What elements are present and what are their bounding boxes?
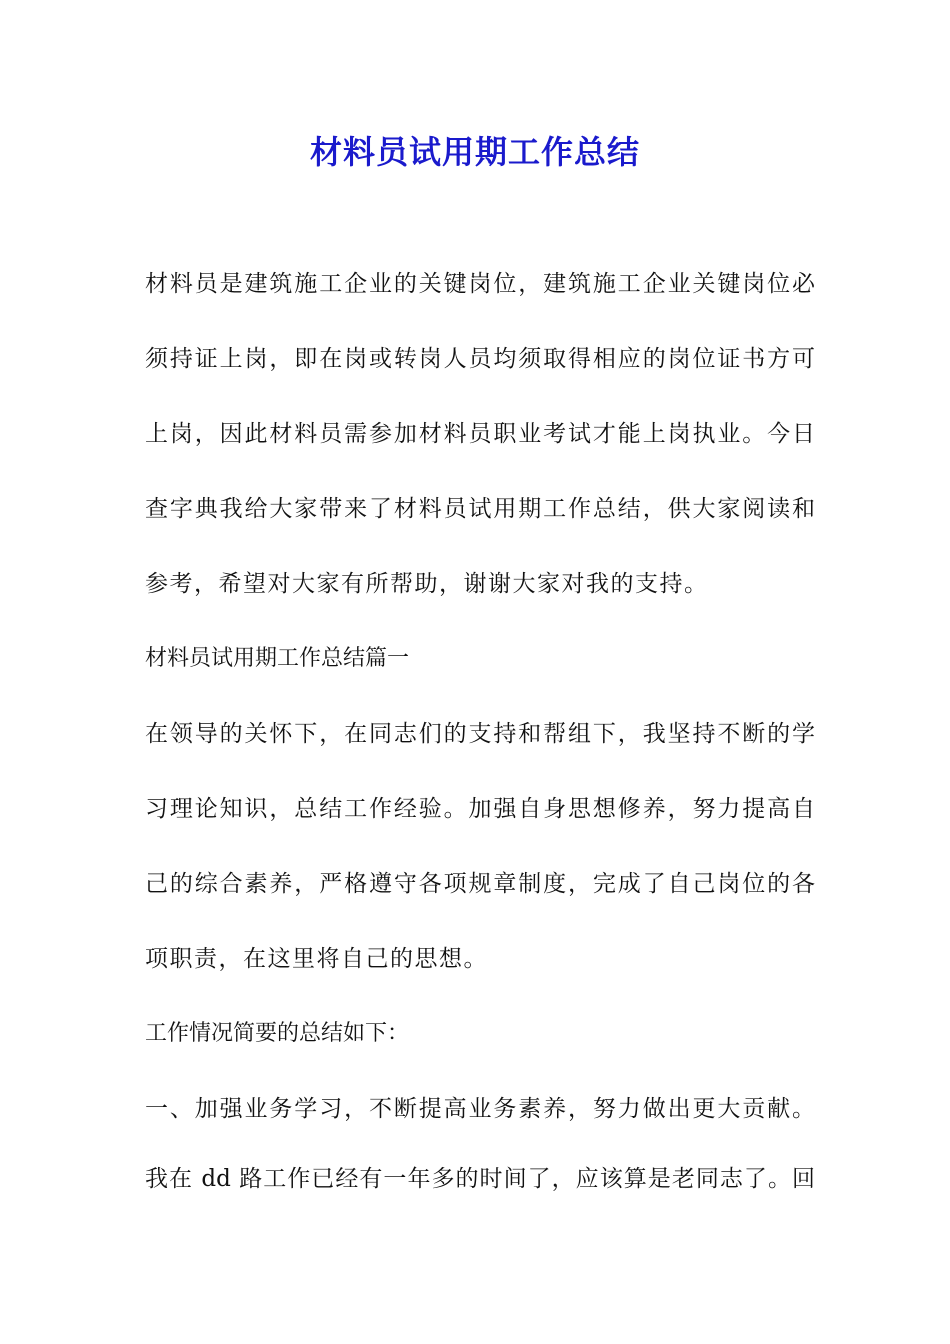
paragraph-line: 项职责，在这里将自己的思想。: [145, 946, 488, 972]
paragraph-line: 工作情况简要的总结如下：: [145, 1021, 410, 1046]
paragraph-line: 须持证上岗，即在岗或转岗人员均须取得相应的岗位证书方可: [145, 346, 815, 372]
paragraph-line: 查字典我给大家带来了材料员试用期工作总结，供大家阅读和: [145, 496, 815, 522]
document-title: 材料员试用期工作总结: [309, 133, 640, 171]
paragraph-line: 习理论知识，总结工作经验。加强自身思想修养，努力提高自: [145, 796, 815, 822]
paragraph-line: 我在 dd 路工作已经有一年多的时间了，应该算是老同志了。回: [145, 1166, 815, 1192]
paragraph-line: 上岗，因此材料员需参加材料员职业考试才能上岗执业。今日: [145, 421, 815, 447]
paragraph-line: 参考，希望对大家有所帮助，谢谢大家对我的支持。: [145, 571, 709, 597]
paragraph-line: 在领导的关怀下，在同志们的支持和帮组下，我坚持不断的学: [145, 721, 815, 747]
section-heading: 材料员试用期工作总结篇一: [145, 646, 410, 671]
paragraph-line: 材料员是建筑施工企业的关键岗位，建筑施工企业关键岗位必: [145, 271, 815, 297]
paragraph-line: 一、加强业务学习，不断提高业务素养，努力做出更大贡献。: [145, 1096, 815, 1122]
paragraph-line: 己的综合素养，严格遵守各项规章制度，完成了自己岗位的各: [145, 871, 815, 897]
